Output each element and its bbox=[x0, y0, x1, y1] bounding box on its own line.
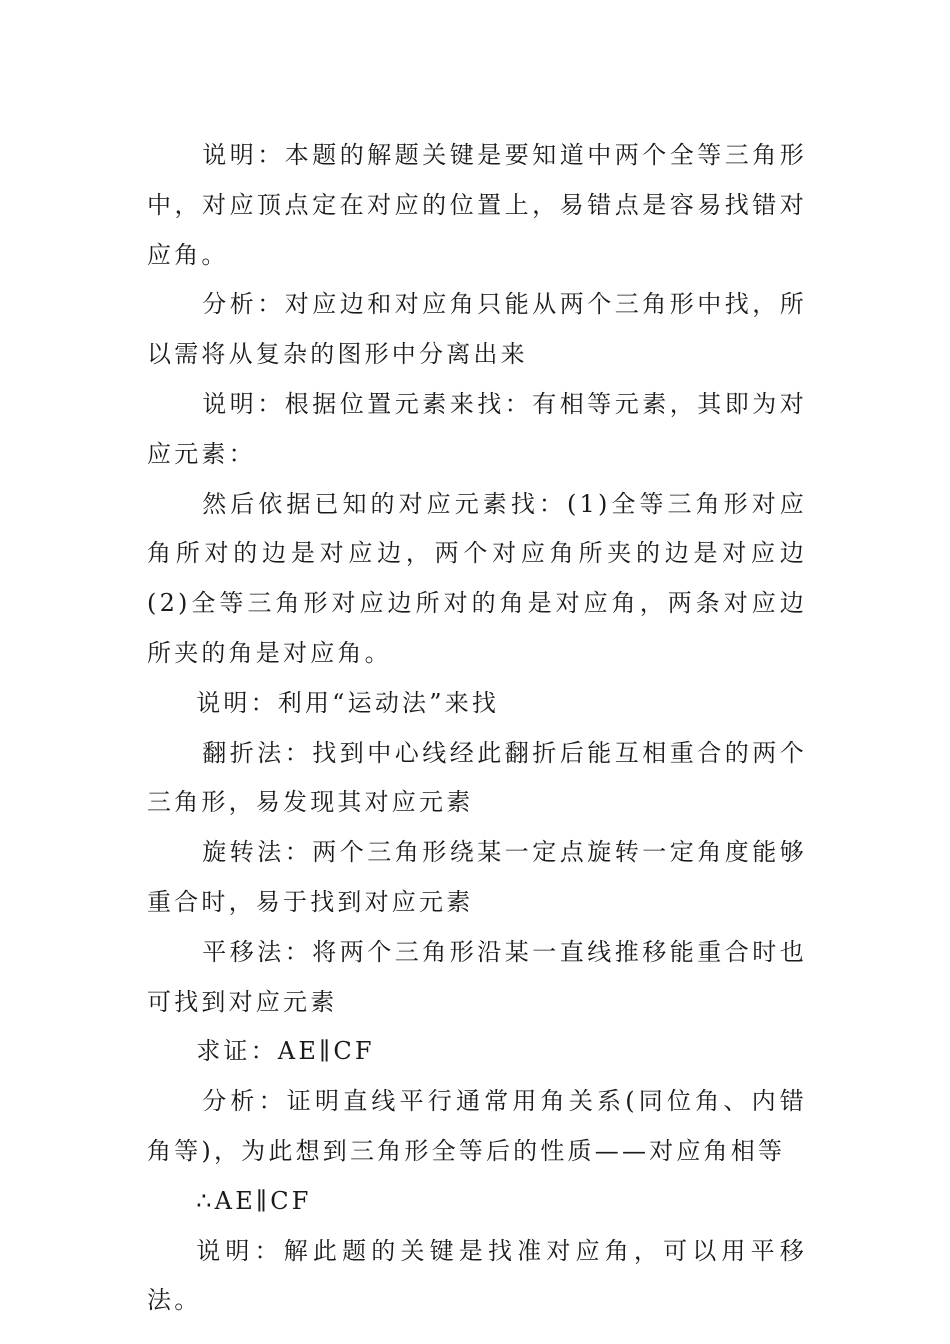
paragraph-fold-method: 翻折法：找到中心线经此翻折后能互相重合的两个三角形，易发现其对应元素 bbox=[147, 738, 807, 817]
paragraph-translation-method: 平移法：将两个三角形沿某一直线推移能重合时也可找到对应元素 bbox=[147, 937, 807, 1016]
paragraph-prove-statement: 求证：AE∥CF bbox=[196, 1037, 375, 1066]
paragraph-conclusion: ∴AE∥CF bbox=[196, 1186, 312, 1215]
paragraph-explanation-1: 说明：本题的解题关键是要知道中两个全等三角形中，对应顶点定在对应的位置上，易错点是容易找错对应角。 bbox=[147, 141, 807, 269]
paragraph-explanation-2: 说明：根据位置元素来找：有相等元素，其即为对应元素： bbox=[147, 389, 807, 468]
paragraph-analysis-2: 分析：证明直线平行通常用角关系(同位角、内错角等)，为此想到三角形全等后的性质——对应角相等 bbox=[147, 1087, 807, 1165]
paragraph-explanation-4: 说明：解此题的关键是找准对应角，可以用平移法。 bbox=[147, 1236, 807, 1315]
paragraph-explanation-3: 说明：利用“运动法”来找 bbox=[196, 688, 500, 717]
paragraph-analysis-1: 分析：对应边和对应角只能从两个三角形中找，所以需将从复杂的图形中分离出来 bbox=[147, 290, 807, 369]
paragraph-rotation-method: 旋转法：两个三角形绕某一定点旋转一定角度能够重合时，易于找到对应元素 bbox=[147, 838, 807, 916]
document-body bbox=[147, 131, 807, 1326]
paragraph-method-known-elements: 然后依据已知的对应元素找：(1)全等三角形对应角所对的边是对应边，两个对应角所夹的边是对应边(2)全等三角形对应边所对的角是对应角，两条对应边所夹的角是对应角。 bbox=[147, 489, 807, 667]
